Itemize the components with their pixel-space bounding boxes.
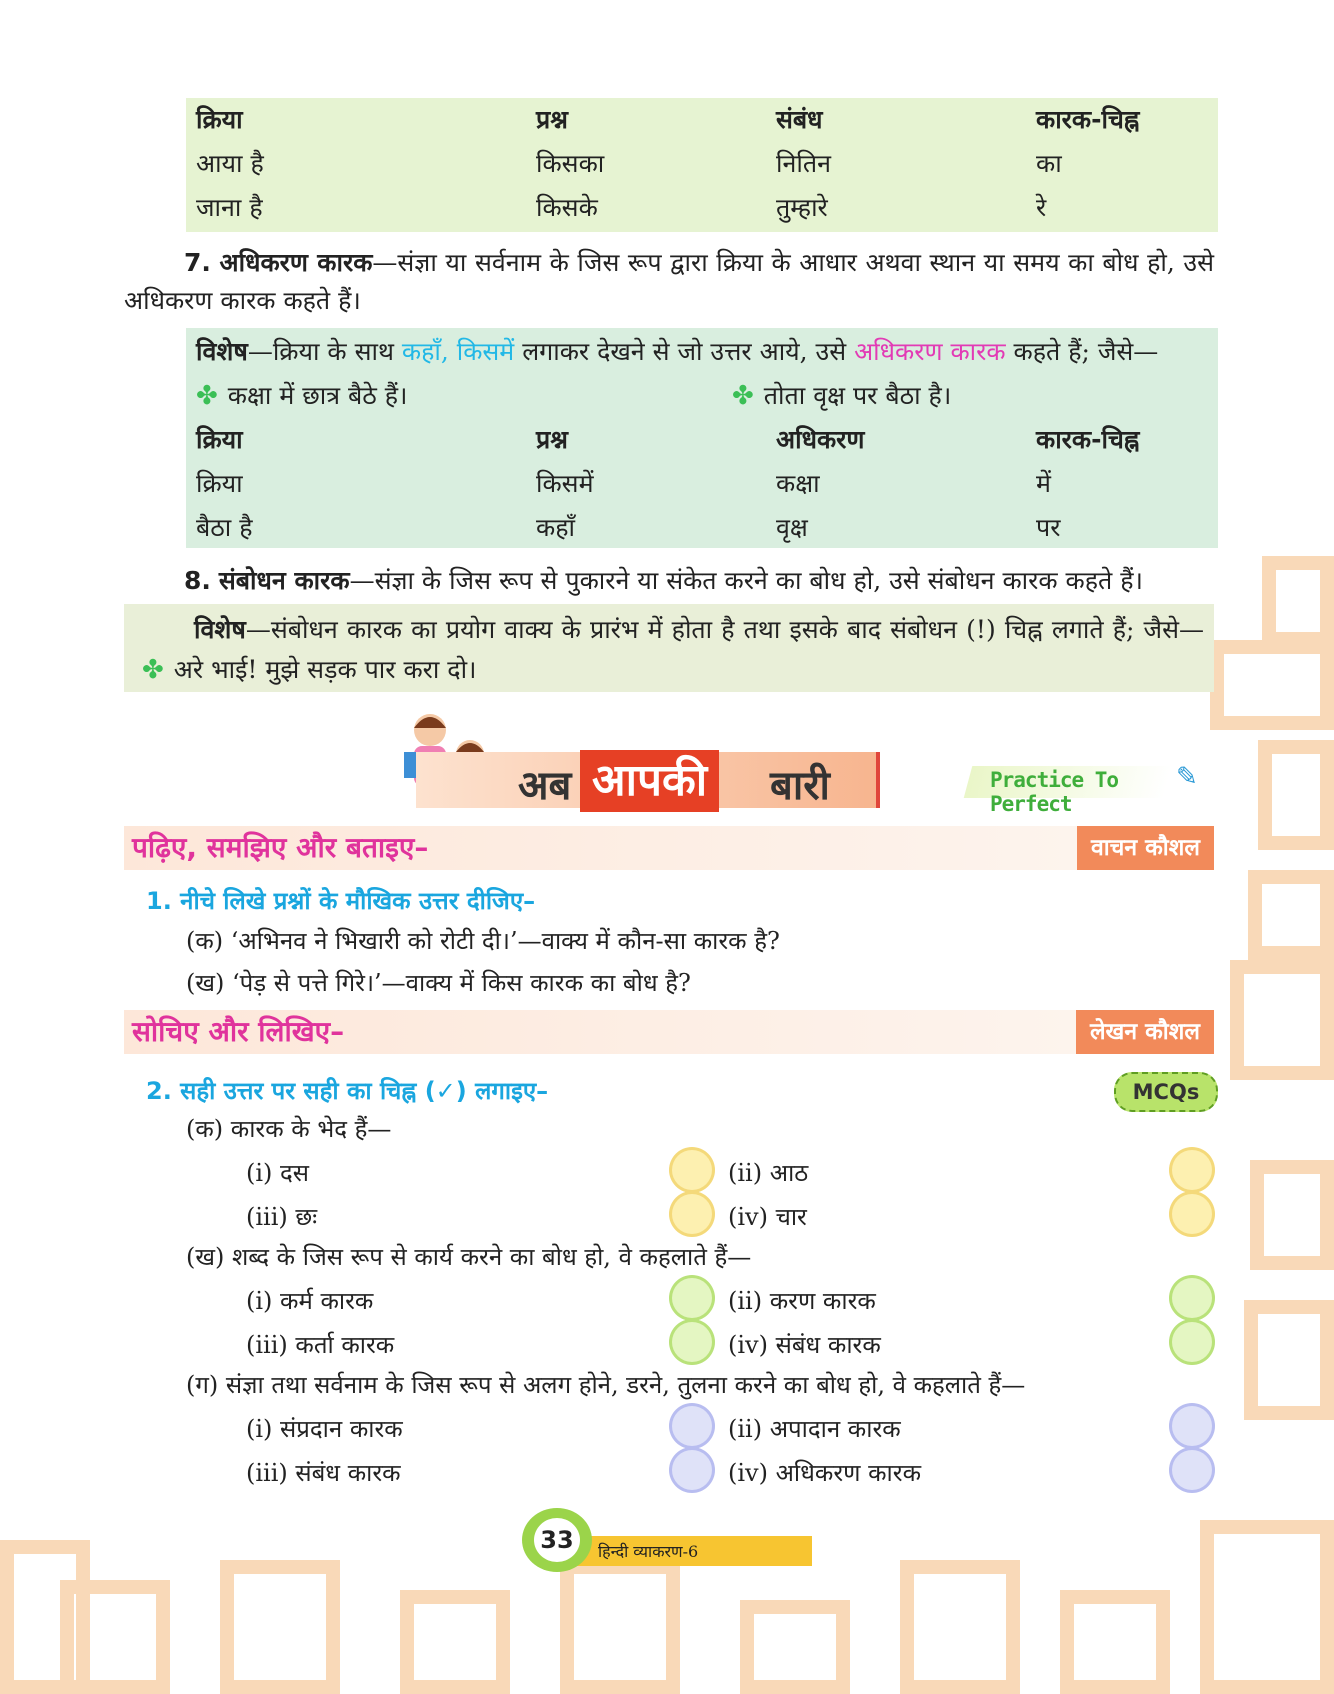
sambandh-table	[186, 98, 1218, 232]
clover-icon: ✤	[142, 655, 164, 685]
question-2-ga: (ग) संज्ञा तथा सर्वनाम के जिस रूप से अलग होने, डरने, तुलना करने का बोध हो, वे कहलाते हैं—	[186, 1371, 1026, 1399]
decor-square	[1262, 556, 1334, 646]
answer-checkbox[interactable]	[672, 1150, 712, 1190]
table-header: क्रिया	[196, 425, 243, 454]
band-title: पढ़िए, समझिए और बताइए–	[132, 831, 429, 864]
option-label: (iii) कर्ता कारक	[246, 1331, 395, 1359]
vishesh-text: लगाकर देखने से जो उत्तर आये, उसे	[514, 337, 855, 366]
vishesh-note	[124, 604, 1214, 696]
table-header: संबंध	[776, 105, 823, 134]
examples-row	[186, 376, 1218, 418]
table-cell: नितिन	[776, 149, 831, 178]
answer-checkbox[interactable]	[1172, 1406, 1212, 1446]
option-label: (ii) अपादान कारक	[728, 1415, 901, 1443]
decor-square	[400, 1590, 510, 1694]
table-cell: का	[1036, 149, 1062, 178]
table-cell: वृक्ष	[776, 513, 808, 542]
option-label: (i) कर्म कारक	[246, 1287, 374, 1315]
table-cell: आया है	[196, 149, 264, 178]
band-title: सोचिए और लिखिए–	[132, 1015, 345, 1048]
table-cell: कहाँ	[536, 513, 575, 542]
book-title: हिन्दी व्याकरण-6	[598, 1542, 699, 1561]
table-cell: किसके	[536, 193, 598, 222]
sambodhan-note-box	[124, 604, 1214, 692]
option-label: (i) संप्रदान कारक	[246, 1415, 403, 1443]
option-label: (ii) करण कारक	[728, 1287, 876, 1315]
answer-checkbox[interactable]	[672, 1278, 712, 1318]
section-number: 8.	[184, 566, 211, 595]
answer-checkbox[interactable]	[672, 1322, 712, 1362]
section-8-paragraph	[124, 562, 1214, 600]
example-item: ✤ तोता वृक्ष पर बैठा है।	[732, 381, 952, 411]
answer-checkbox[interactable]	[1172, 1278, 1212, 1318]
decor-square	[560, 1560, 680, 1694]
practice-text: Practice To Perfect	[990, 768, 1119, 816]
question-1-heading: 1. नीचे लिखे प्रश्नों के मौखिक उत्तर दीजिए–	[146, 887, 536, 915]
ab-aapki-baari-banner	[400, 706, 880, 812]
answer-checkbox[interactable]	[1172, 1322, 1212, 1362]
section-number: 7.	[184, 248, 211, 277]
table-cell: रे	[1036, 193, 1047, 222]
table-header: प्रश्न	[536, 425, 568, 454]
banner-word-ab: अब	[518, 763, 572, 809]
adhikaran-box	[186, 328, 1218, 548]
section-text: —संज्ञा के जिस रूप से पुकारने या संकेत करने का बोध हो, उसे संबोधन कारक कहते हैं।	[349, 566, 1143, 595]
option-label: (iv) चार	[728, 1203, 807, 1231]
answer-checkbox[interactable]	[672, 1450, 712, 1490]
table-header: क्रिया	[196, 105, 243, 134]
option-label: (i) दस	[246, 1159, 309, 1187]
question-2-kha: (ख) शब्द के जिस रूप से कार्य करने का बोध हो, वे कहलाते हैं—	[186, 1243, 752, 1271]
table-cell: क्रिया	[196, 469, 243, 498]
table-header: प्रश्न	[536, 105, 568, 134]
practice-to-perfect-badge	[968, 762, 1208, 816]
decor-square	[1060, 1590, 1170, 1694]
question-1b: (ख) ‘पेड़ से पत्ते गिरे।’—वाक्य में किस कारक का बोध है?	[186, 969, 691, 997]
section-7-paragraph	[124, 244, 1214, 320]
clover-icon: ✤	[196, 381, 218, 411]
clover-icon: ✤	[732, 381, 754, 411]
table-cell: किसका	[536, 149, 605, 178]
table-header: कारक-चिह्न	[1036, 425, 1140, 454]
decor-square	[740, 1600, 850, 1694]
vishesh-text: कहते हैं; जैसे—	[1005, 337, 1159, 366]
question-2-heading: 2. सही उत्तर पर सही का चिह्न (✓) लगाइए–	[146, 1077, 549, 1105]
highlight-text: कहाँ, किसमें	[401, 337, 515, 366]
vishesh-text: —संबोधन कारक का प्रयोग वाक्य के प्रारंभ में होता है तथा इसके बाद संबोधन (!) चिह्न लगाते हैं; जैसे—	[245, 615, 1204, 644]
table-header: अधिकरण	[776, 425, 865, 454]
decor-square	[1200, 1520, 1334, 1694]
option-label: (iv) संबंध कारक	[728, 1331, 881, 1359]
answer-checkbox[interactable]	[1172, 1150, 1212, 1190]
answer-checkbox[interactable]	[672, 1406, 712, 1446]
table-cell: में	[1036, 469, 1051, 498]
answer-checkbox[interactable]	[1172, 1194, 1212, 1234]
vishesh-note	[186, 328, 1218, 376]
decor-square	[1244, 1300, 1334, 1420]
option-label: (iii) संबंध कारक	[246, 1459, 401, 1487]
decor-square	[900, 1560, 1020, 1694]
page-number: 33	[534, 1518, 580, 1562]
decor-square	[1248, 870, 1334, 960]
table-cell: पर	[1036, 513, 1061, 542]
table-cell: जाना है	[196, 193, 263, 222]
section-title: अधिकरण कारक	[219, 248, 373, 277]
highlight-text: अधिकरण कारक	[854, 337, 1006, 366]
vishesh-text: —क्रिया के साथ	[247, 337, 402, 366]
table-cell: किसमें	[536, 469, 594, 498]
option-label: (ii) आठ	[728, 1159, 809, 1187]
decor-square	[1258, 740, 1334, 850]
decor-square	[60, 1580, 170, 1694]
banner-word-aapki: आपकी	[580, 750, 719, 812]
decor-square	[220, 1560, 340, 1694]
example-item: अरे भाई! मुझे सड़क पार करा दो।	[173, 655, 477, 684]
table-cell: बैठा है	[196, 513, 253, 542]
vishesh-label: विशेष	[194, 615, 246, 644]
question-1a: (क) ‘अभिनव ने भिखारी को रोटी दी।’—वाक्य में कौन-सा कारक है?	[186, 927, 780, 955]
mcqs-badge: MCQs	[1114, 1072, 1218, 1112]
question-2-ka: (क) कारक के भेद हैं—	[186, 1115, 392, 1143]
decor-square	[1250, 1160, 1334, 1270]
writing-skill-band	[124, 1010, 1214, 1054]
answer-checkbox[interactable]	[1172, 1450, 1212, 1490]
pen-icon: ✎	[1176, 762, 1198, 792]
skill-tag: लेखन कौशल	[1076, 1010, 1214, 1054]
answer-checkbox[interactable]	[672, 1194, 712, 1234]
decor-square	[1210, 640, 1334, 730]
skill-tag: वाचन कौशल	[1077, 826, 1214, 870]
reading-skill-band	[124, 826, 1214, 870]
option-label: (iii) छः	[246, 1203, 318, 1231]
section-text: —संज्ञा या सर्वनाम के जिस रूप द्वारा क्रिया के आधार अथवा स्थान या समय का बोध हो, उसे अधिकरण कारक कहते हैं।	[124, 248, 1214, 315]
option-label: (iv) अधिकरण कारक	[728, 1459, 922, 1487]
example-item: ✤ कक्षा में छात्र बैठे हैं।	[196, 381, 408, 411]
section-title: संबोधन कारक	[218, 566, 350, 595]
vishesh-label: विशेष	[196, 337, 248, 366]
page-footer	[522, 1506, 822, 1576]
table-header: कारक-चिह्न	[1036, 105, 1140, 134]
banner-word-baari: बारी	[770, 763, 830, 809]
table-cell: तुम्हारे	[776, 193, 828, 222]
table-cell: कक्षा	[776, 469, 820, 498]
decor-square	[1230, 960, 1334, 1080]
